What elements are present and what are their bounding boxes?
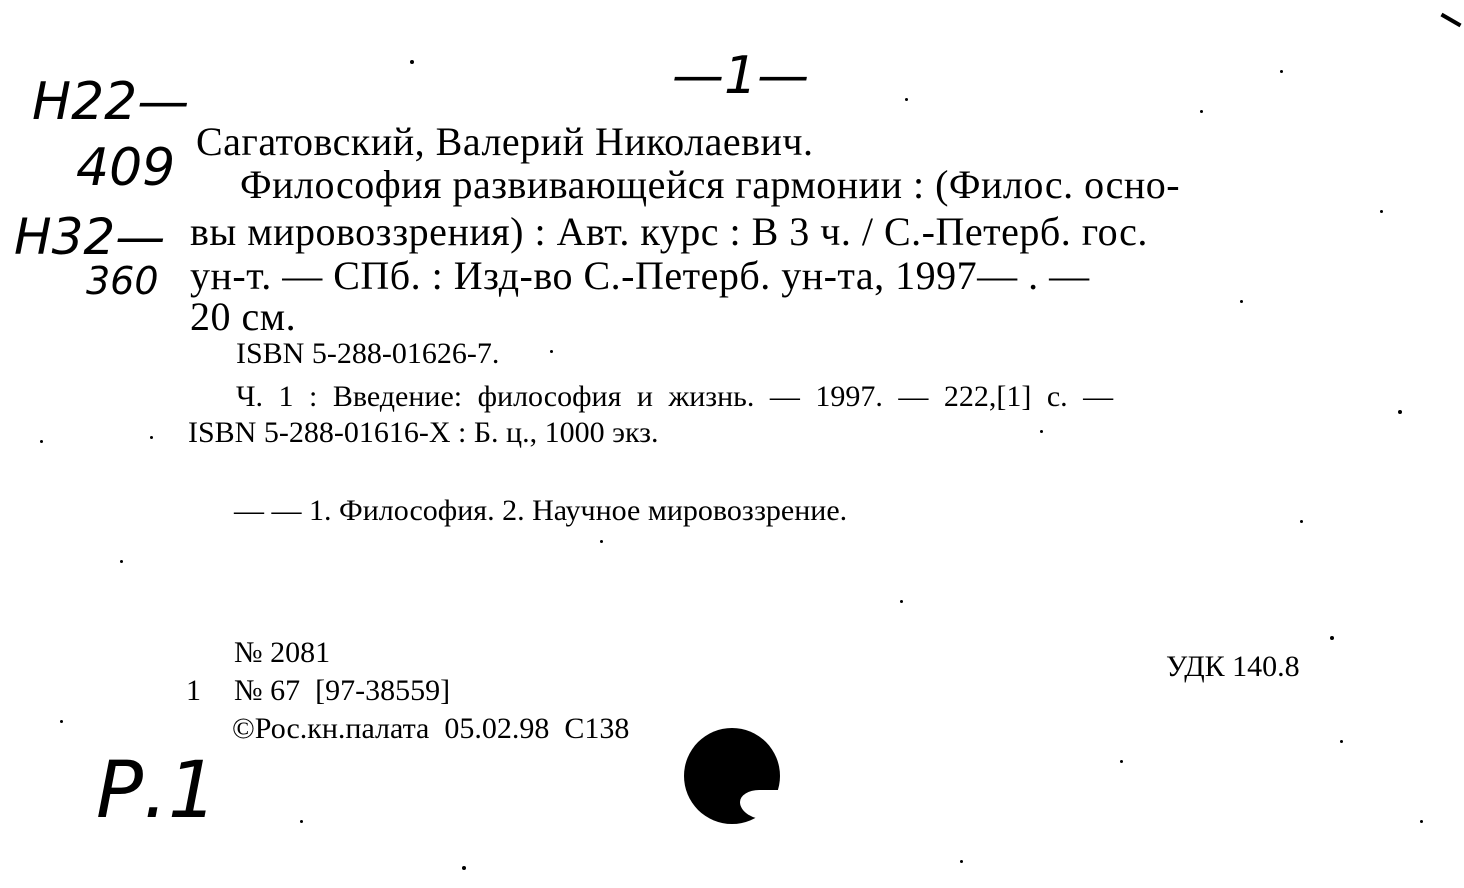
title-line-1: Философия развивающейся гармонии : (Филос. осно-: [240, 162, 1181, 207]
page-mark: —1—: [672, 46, 810, 106]
handwritten-note: Р.1: [96, 746, 218, 836]
udc-classification: УДК 140.8: [1166, 650, 1300, 683]
right-edge-mark: [1440, 13, 1461, 27]
copy-prefix: 1: [186, 674, 201, 707]
title-line-3: ун-т. — СПб. : Изд-во С.-Петерб. ун-та, 1997— . —: [190, 253, 1090, 298]
title-line-4: 20 см.: [190, 294, 297, 339]
title-line-2: вы мировоззрения) : Авт. курс : В 3 ч. / С.-Петерб. гос.: [190, 209, 1148, 254]
call-number-2-top: Н32—: [14, 208, 166, 266]
copy-line: № 67 [97-38559]: [234, 674, 451, 707]
record-number: № 2081: [234, 636, 331, 669]
isbn-general: ISBN 5-288-01626-7.: [236, 337, 500, 370]
call-number-1-bottom: 409: [76, 138, 176, 198]
part-line-2: ISBN 5-288-01616-X : Б. ц., 1000 экз.: [188, 416, 659, 449]
subject-headings: — — 1. Философия. 2. Научное мировоззрение.: [234, 494, 848, 527]
part-line-1: Ч. 1 : Введение: философия и жизнь. — 1997. — 222,[1] с. —: [236, 380, 1114, 413]
call-number-2-bottom: 360: [86, 259, 159, 303]
call-number-1-top: Н22—: [32, 72, 190, 132]
author-heading: Сагатовский, Валерий Николаевич.: [196, 119, 814, 164]
book-chamber-line: ©Рос.кн.палата 05.02.98 С138: [232, 712, 630, 745]
